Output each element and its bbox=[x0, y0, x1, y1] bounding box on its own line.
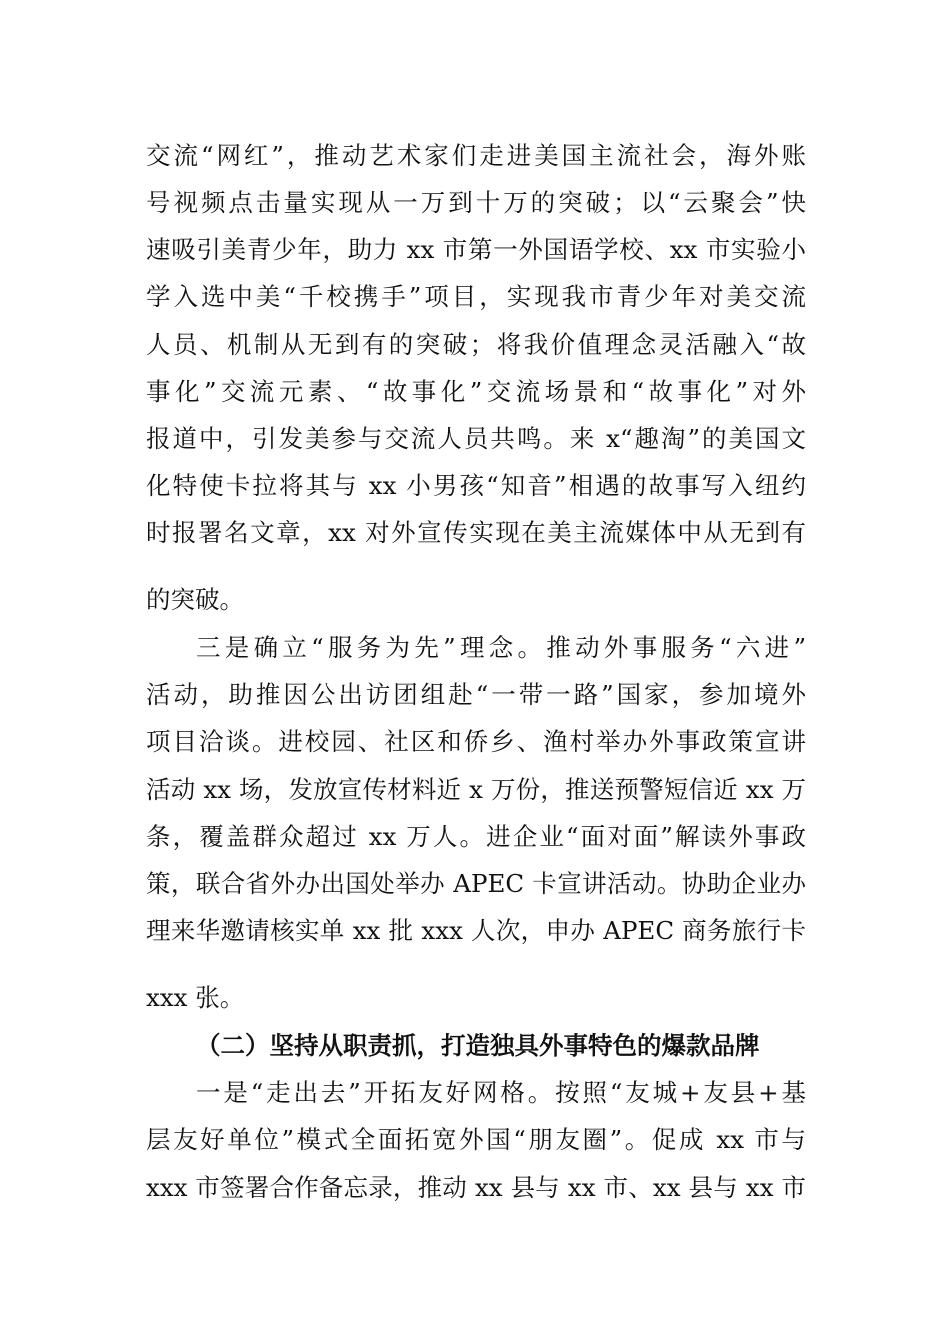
paragraph-1-line-6: 事化”交流元素、“故事化”交流场景和“故事化”对外 bbox=[146, 377, 806, 406]
paragraph-1-line-7: 报道中，引发美参与交流人员共鸣。来 x“趣淘”的美国文 bbox=[146, 424, 806, 453]
paragraph-2-line-2: 活动，助推因公出访团组赴“一带一路”国家，参加境外 bbox=[146, 680, 806, 709]
paragraph-2-line-6: 策，联合省外办出国处举办 APEC 卡宣讲活动。协助企业办 bbox=[146, 869, 806, 898]
paragraph-2-line-5: 条，覆盖群众超过 xx 万人。进企业“面对面”解读外事政 bbox=[146, 822, 806, 851]
paragraph-3-line-1: 一是“走出去”开拓友好网格。按照“友城+友县+基 bbox=[196, 1078, 806, 1107]
paragraph-2-line-1: 三是确立“服务为先”理念。推动外事服务“六进” bbox=[196, 633, 806, 662]
paragraph-1-line-3: 速吸引美青少年，助力 xx 市第一外国语学校、xx 市实验小 bbox=[146, 235, 806, 264]
paragraph-1-line-2: 号视频点击量实现从一万到十万的突破；以“云聚会”快 bbox=[146, 188, 806, 217]
section-heading: （二）坚持从职责抓，打造独具外事特色的爆款品牌 bbox=[196, 1031, 760, 1060]
paragraph-2-line-4: 活动 xx 场，发放宣传材料近 x 万份，推送预警短信近 xx 万 bbox=[146, 775, 806, 804]
paragraph-1-line-5: 人员、机制从无到有的突破；将我价值理念灵活融入“故 bbox=[146, 330, 806, 359]
paragraph-2-line-3: 项目洽谈。进校园、社区和侨乡、渔村举办外事政策宣讲 bbox=[146, 727, 806, 756]
paragraph-1-line-10: 的突破。 bbox=[146, 585, 244, 614]
paragraph-1-line-9: 时报署名文章，xx 对外宣传实现在美主流媒体中从无到有 bbox=[146, 518, 806, 547]
paragraph-2-line-7: 理来华邀请核实单 xx 批 xxx 人次，申办 APEC 商务旅行卡 bbox=[146, 916, 806, 945]
paragraph-1-line-8: 化特使卡拉将其与 xx 小男孩“知音”相遇的故事写入纽约 bbox=[146, 471, 806, 500]
paragraph-3-line-3: xxx 市签署合作备忘录，推动 xx 县与 xx 市、xx 县与 xx 市 bbox=[146, 1173, 806, 1202]
paragraph-2-line-8: xxx 张。 bbox=[146, 983, 245, 1012]
paragraph-1-line-1: 交流“网红”，推动艺术家们走进美国主流社会，海外账 bbox=[146, 141, 806, 170]
paragraph-3-line-2: 层友好单位”模式全面拓宽外国“朋友圈”。促成 xx 市与 bbox=[146, 1125, 806, 1154]
paragraph-1-line-4: 学入选中美“千校携手”项目，实现我市青少年对美交流 bbox=[146, 282, 806, 311]
